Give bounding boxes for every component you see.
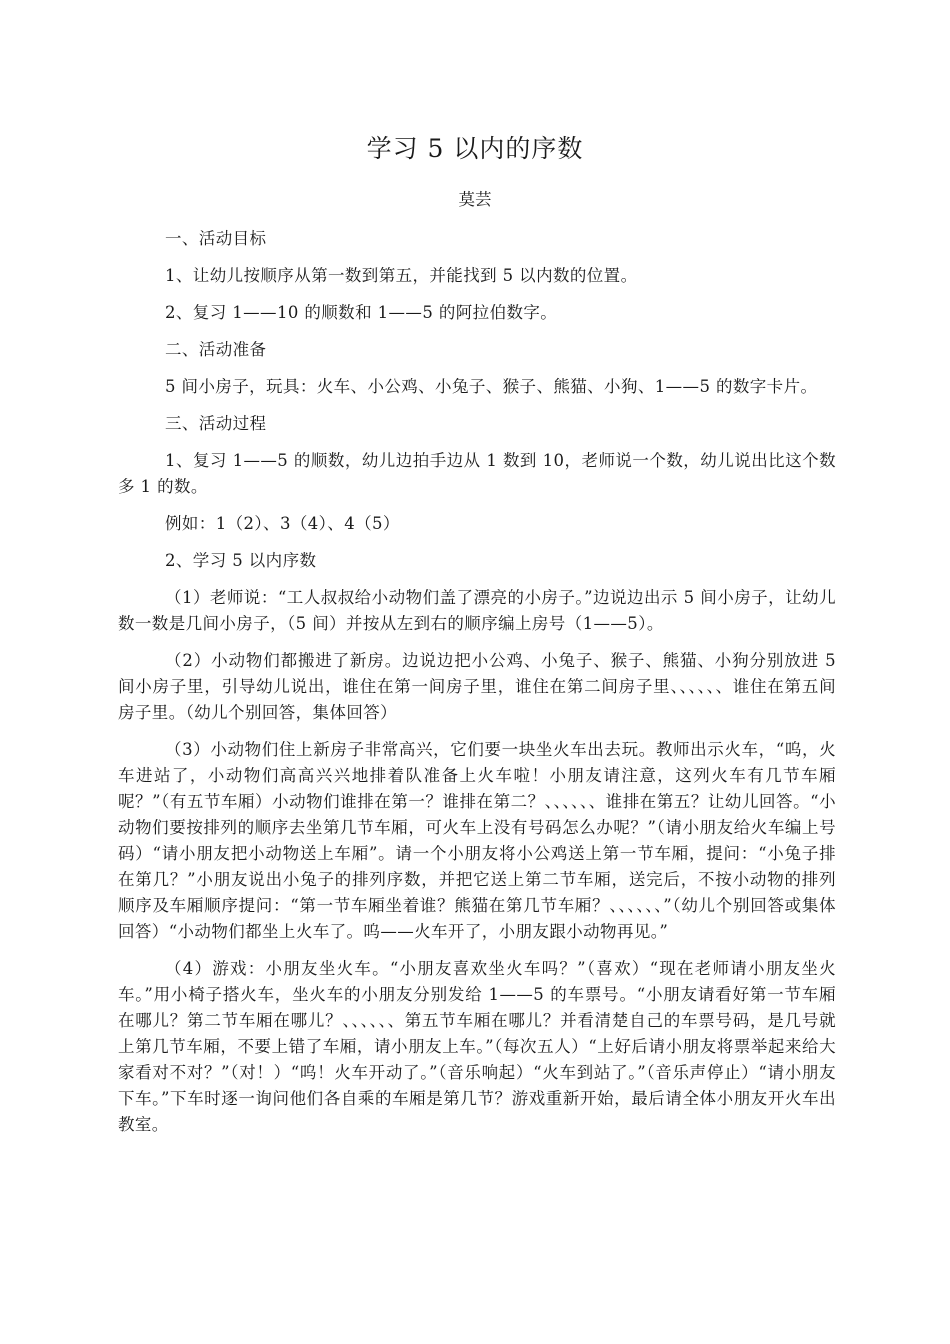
process-step-2: 2、学习 5 以内序数 [165,551,317,570]
document-body [118,226,836,1149]
section-heading-process: 三、活动过程 [165,414,267,433]
section-heading-preparation: 二、活动准备 [165,340,267,359]
section-heading-goals: 一、活动目标 [165,229,267,248]
process-substep-4: （4）游戏：小朋友坐火车。“小朋友喜欢坐火车吗？”（喜欢）“现在老师请小朋友坐火车。”用小椅子搭火车，坐火车的小朋友分别发给 1——5 的车票号。“小朋友请看好第一节车厢在哪儿？第二节车厢在哪儿？、、、、、、第五节车厢在哪儿？并看清楚自己的车票号码，是几号就上第几节车厢，不要上错了车厢，请小朋友上车。”（每次五人）“上好后请小朋友将票举起来给大家看对不对？”（对！）“呜！火车开动了。”（音乐响起）“火车到站了。”（音乐声停止）“请小朋友下车。”下车时逐一询问他们各自乘的车厢是第几节？游戏重新开始，最后请全体小朋友开火车出教室。 [118,959,836,1134]
process-step-1: 1、复习 1——5 的顺数，幼儿边拍手边从 1 数到 10，老师说一个数，幼儿说出比这个数多 1 的数。 [118,451,836,496]
document-title: 学习 5 以内的序数 [366,134,584,163]
goal-item-2: 2、复习 1——10 的顺数和 1——5 的阿拉伯数字。 [165,303,558,322]
process-substep-2: （2）小动物们都搬进了新房。边说边把小公鸡、小兔子、猴子、熊猫、小狗分别放进 5 间小房子里，引导幼儿说出，谁住在第一间房子里，谁住在第二间房子里、、、、、、谁住在第五间房子里。（幼儿个别回答，集体回答） [118,651,836,722]
process-substep-3: （3）小动物们住上新房子非常高兴，它们要一块坐火车出去玩。教师出示火车，“呜，火车进站了，小动物们高高兴兴地排着队准备上火车啦！小朋友请注意，这列火车有几节车厢呢？”（有五节车厢）小动物们谁排在第一？谁排在第二？、、、、、、谁排在第五？让幼儿回答。“小动物们要按排列的顺序去坐第几节车厢，可火车上没有号码怎么办呢？”（请小朋友给火车编上号码）“请小朋友把小动物送上车厢”。请一个小朋友将小公鸡送上第一节车厢，提问：“小兔子排在第几？”小朋友说出小兔子的排列序数，并把它送上第二节车厢，送完后，不按小动物的排列顺序及车厢顺序提问：“第一节车厢坐着谁？熊猫在第几节车厢？、、、、、、”（幼儿个别回答或集体回答）“小动物们都坐上火车了。呜——火车开了，小朋友跟小动物再见。” [118,740,836,941]
preparation-text: 5 间小房子，玩具：火车、小公鸡、小兔子、猴子、熊猫、小狗、1——5 的数字卡片。 [165,377,818,396]
process-example: 例如：1（2）、3（4）、4（5） [165,514,400,533]
document-author: 莫芸 [458,190,492,209]
goal-item-1: 1、让幼儿按顺序从第一数到第五，并能找到 5 以内数的位置。 [165,266,638,285]
process-substep-1: （1）老师说：“工人叔叔给小动物们盖了漂亮的小房子。”边说边出示 5 间小房子，让幼儿数一数是几间小房子，（5 间）并按从左到右的顺序编上房号（1——5）。 [118,588,836,633]
